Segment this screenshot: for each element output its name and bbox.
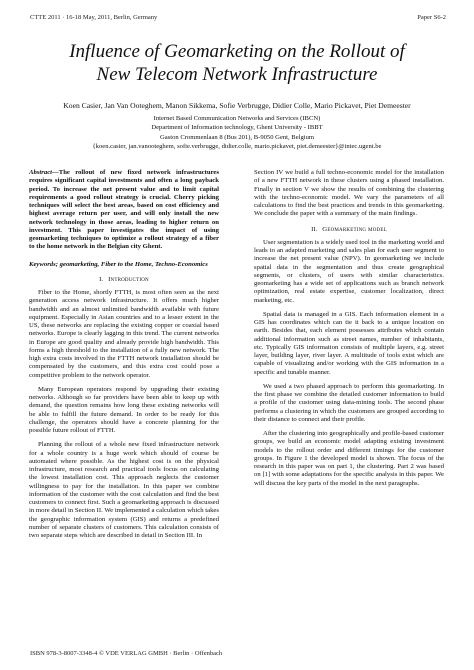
section-number: II. [311, 225, 318, 233]
running-header-right: Paper S6-2 [417, 14, 446, 21]
affiliation-line: Internet Based Communication Networks and Services (IBCN) [153, 115, 321, 122]
title-line-2: New Telecom Network Infrastructure [96, 64, 378, 85]
abstract [29, 169, 219, 252]
affiliation-line: Department of Information technology, Ghent University - IBBT [151, 124, 323, 132]
affiliation-line: Gaston Crommenlaan 8 (Bus 201), B-9050 Gent, Belgium [159, 133, 315, 141]
body-paragraph: We used a two phased approach to perform this geomarketing. In the first phase we combine the detailed customer information to build a profile of the customer using data-mining tools. The second phase performs a clustering in which the customers are grouped according to their distance to connect and their profile. [254, 382, 444, 423]
body-paragraph: After the clustering into geographically and profile-based customer groups, we build an economic model adapting existing investment models to the rollout order and different timings for the customer groups. In Figure 1 the developed model is shown. The focus of the research in this paper was on part 1, the clustering. Part 2 was based on [1] with some adaptations for the specific analysis in this paper. We will discuss the key parts of the model in the next paragraphs. [254, 430, 444, 487]
body-paragraph-continued: Section IV we build a full techno-economic model for the installation of a new FTTH network in these clusters using a phased installation. Finally in section V we show the results of combining the clustering with the techno-economic model. We vary the parameters of all calculations to find the best practices and trends in this geomarketing. We conclude the paper with a summary of the main findings. [254, 169, 444, 218]
author-list: Koen Casier, Jan Van Ooteghem, Manon Sikkema, Sofie Verbrugge, Didier Colle, Mario Pickavet, Piet Demeester [63, 101, 411, 110]
keywords: Keywords; geomarketing, Fiber to the Home, Techno-Economics [29, 260, 208, 268]
body-paragraph: Fiber to the Home, shortly FTTH, is most often seen as the next generation access network infrastructure. It offers much higher bandwidth and an almost unlimited bandwidth available with future equipment. Especially in Asian countries and to a lesser extent in the US, these networks are replacing the existing copper or coaxial based networks. Europe is clearly lagging in this trend. The current networks in Europe are good quality and already provide high bandwidth. This forms a high threshold to the installation of a fully new network. The high extra costs involved in the FTTH network installation should be compensated by the customers, and this extra cost could pose a competitive problem to the network operator. [29, 289, 219, 379]
abstract-lead: Abstract [29, 169, 53, 176]
paper-title [40, 40, 434, 86]
affiliation-block [40, 114, 434, 152]
running-header-left: CTTE 2011 · 16-18 May, 2011, Berlin, Germany [30, 14, 158, 21]
abstract-text: —The rollout of new fixed network infrastructures requires significant capital investments and often a long payback period. To increase the net present value and to limit capital requirements a good rollout strategy is crucial. Cherry picking techniques will select the best areas, based on cost efficiency and highest average return per user, and will only install the new network technology in those areas, leading to higher return on investment. This paper investigates the impact of using geomarketing techniques to optimize a rollout strategy of a fiber to the home network in the Belgian city Ghent. [29, 169, 219, 251]
section-heading-geomarketing-model [254, 226, 444, 234]
body-paragraph: User segmentation is a widely used tool in the marketing world and leads to an adapted marketing and sales plan for each user segment to increase the net present value (NPV). In geomarketing we include spatial data in the segmentation and thus create geographical segments, or clusters, of users with similar characteristics. geomarketing has a wide set of applications such as branch network optimization, real estate expertise, customer localization, direct marketing, etc. [254, 238, 444, 304]
page-footer: ISBN 978-3-8007-3348-4 © VDE VERLAG GMBH · Berlin · Offenbach [30, 650, 223, 657]
affiliation-emails: {koen.casier, jan.vanooteghem, sofie.verbrugge, didier.colle, mario.pickavet, piet.demeester}@intec.ugent.be [92, 143, 382, 151]
section-number: I. [99, 275, 104, 283]
right-column [254, 169, 444, 494]
body-paragraph: Many European operators respond by upgrading their existing networks. Although so far providers have been able to keep up with demand, the question remains how long these existing networks will be able to fulfill the future demand. In order to be ready for this challenge, the operators should have a concrete planning for the possible future rollout of FTTH. [29, 385, 219, 434]
section-title: Introduction [108, 275, 149, 283]
left-column [29, 169, 219, 546]
section-title: Geomarketing model [322, 225, 387, 233]
section-heading-introduction [29, 276, 219, 284]
body-paragraph: Planning the rollout of a whole new fixed infrastructure network for a whole country is a huge work which should of course be automated where possible. As the highest cost is on the physical infrastructure, most research and practical tools focus on calculating the lowest installation cost. This approach neglects the customer willingness to pay for the installation. In this paper we combine information of the customer with the cost calculation and find the best customers to connect first. Such a geomarketing approach is discussed in more detail in Section II. We implemented a calculation which takes the geographic information system (GIS) and returns a predefined number of separate clusters of customers. This calculation consists of two separate steps which are described in detail in Section III. In [29, 441, 219, 539]
body-paragraph: Spatial data is managed in a GIS. Each information element in a GIS has coordinates which can tie it back to a unique location on earth. Besides that, each element possesses attributes which contain additional information such as street names, number of inhabitants, etc. Typically GIS information consists of multiple layers, e.g. street layer, building layer, river layer. A multitude of tools exist which are capable of visualizing and/or working with the GIS information in a specific and tunable manner. [254, 310, 444, 376]
title-line-1: Influence of Geomarketing on the Rollout of [69, 41, 405, 62]
